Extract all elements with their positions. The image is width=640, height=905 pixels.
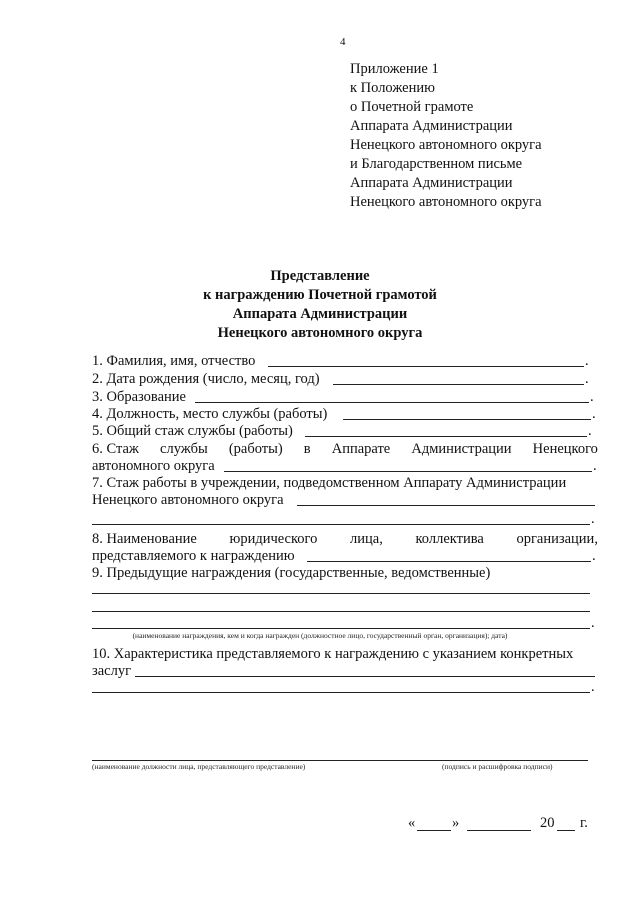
appendix-line: Ненецкого автономного округа (350, 194, 542, 210)
appendix-line: Аппарата Администрации (350, 118, 513, 134)
field-label-total-experience: 5. Общий стаж службы (работы) (92, 423, 293, 439)
year-prefix: 20 (540, 815, 555, 831)
field-label-continuation: представляемого к награждению (92, 548, 295, 564)
position-caption: (наименование должности лица, представляющего представление) (92, 762, 306, 771)
field-label-continuation: автономного округа (92, 458, 215, 474)
field-label-education: 3. Образование (92, 389, 186, 405)
period: . (590, 389, 594, 405)
field-label-previous-awards: 9. Предыдущие награждения (государственные, ведомственные) (92, 565, 491, 581)
period: . (591, 679, 595, 695)
period: . (585, 353, 589, 369)
year-blank (557, 830, 575, 831)
field-label-characteristic: 10. Характеристика представляемого к награждению с указанием конкретных (92, 646, 574, 662)
field-label-continuation: Ненецкого автономного округа (92, 492, 284, 508)
appendix-header (350, 60, 542, 212)
signature-line (92, 760, 588, 761)
appendix-line: и Благодарственном письме (350, 156, 523, 172)
awards-caption: (наименование награждения, кем и когда награжден (должностное лицо, государственный орган, организация); дата) (132, 631, 508, 640)
field-label-position: 4. Должность, место службы (работы) (92, 406, 328, 422)
date-open-quote: « (408, 815, 416, 831)
signature-caption: (подпись и расшифровка подписи) (442, 762, 553, 771)
blank-line (307, 561, 591, 562)
blank-line (135, 676, 595, 677)
field-label-continuation: заслуг (92, 663, 132, 679)
blank-line (224, 471, 592, 472)
title-line: Ненецкого автономного округа (217, 325, 423, 341)
blank-line (92, 593, 590, 594)
document-title (0, 267, 640, 343)
period: . (585, 371, 589, 387)
blank-line (92, 524, 590, 525)
period: . (593, 458, 597, 474)
blank-line (92, 628, 590, 629)
appendix-line: Приложение 1 (350, 61, 439, 77)
appendix-line: к Положению (350, 80, 435, 96)
title-line: Аппарата Администрации (232, 306, 408, 322)
blank-line (92, 692, 590, 693)
page-number: 4 (340, 36, 346, 48)
field-label-apparatus-experience: 6. Стаж службы (работы) в Аппарате Администрации Ненецкого (92, 441, 598, 457)
period: . (588, 423, 592, 439)
blank-line (195, 402, 589, 403)
blank-line (343, 419, 591, 420)
appendix-line: Аппарата Администрации (350, 175, 513, 191)
month-blank (467, 830, 531, 831)
period: . (592, 406, 596, 422)
period: . (591, 511, 595, 527)
appendix-line: о Почетной грамоте (350, 99, 474, 115)
period: . (591, 615, 595, 631)
blank-line (333, 384, 584, 385)
title-line: к награждению Почетной грамотой (203, 287, 437, 303)
field-label-birthdate: 2. Дата рождения (число, месяц, год) (92, 371, 320, 387)
field-label-institution-experience: 7. Стаж работы в учреждении, подведомственном Аппарату Администрации (92, 475, 567, 491)
blank-line (305, 436, 587, 437)
blank-line (268, 366, 584, 367)
field-label-organization: 8. Наименование юридического лица, коллектива организации, (92, 531, 598, 547)
blank-line (92, 611, 590, 612)
title-line: Представление (270, 268, 370, 284)
year-suffix: г. (580, 815, 588, 831)
appendix-line: Ненецкого автономного округа (350, 137, 542, 153)
blank-line (297, 505, 595, 506)
period: . (592, 548, 596, 564)
day-blank (417, 830, 451, 831)
field-label-name: 1. Фамилия, имя, отчество (92, 353, 256, 369)
date-close-quote: » (452, 815, 460, 831)
